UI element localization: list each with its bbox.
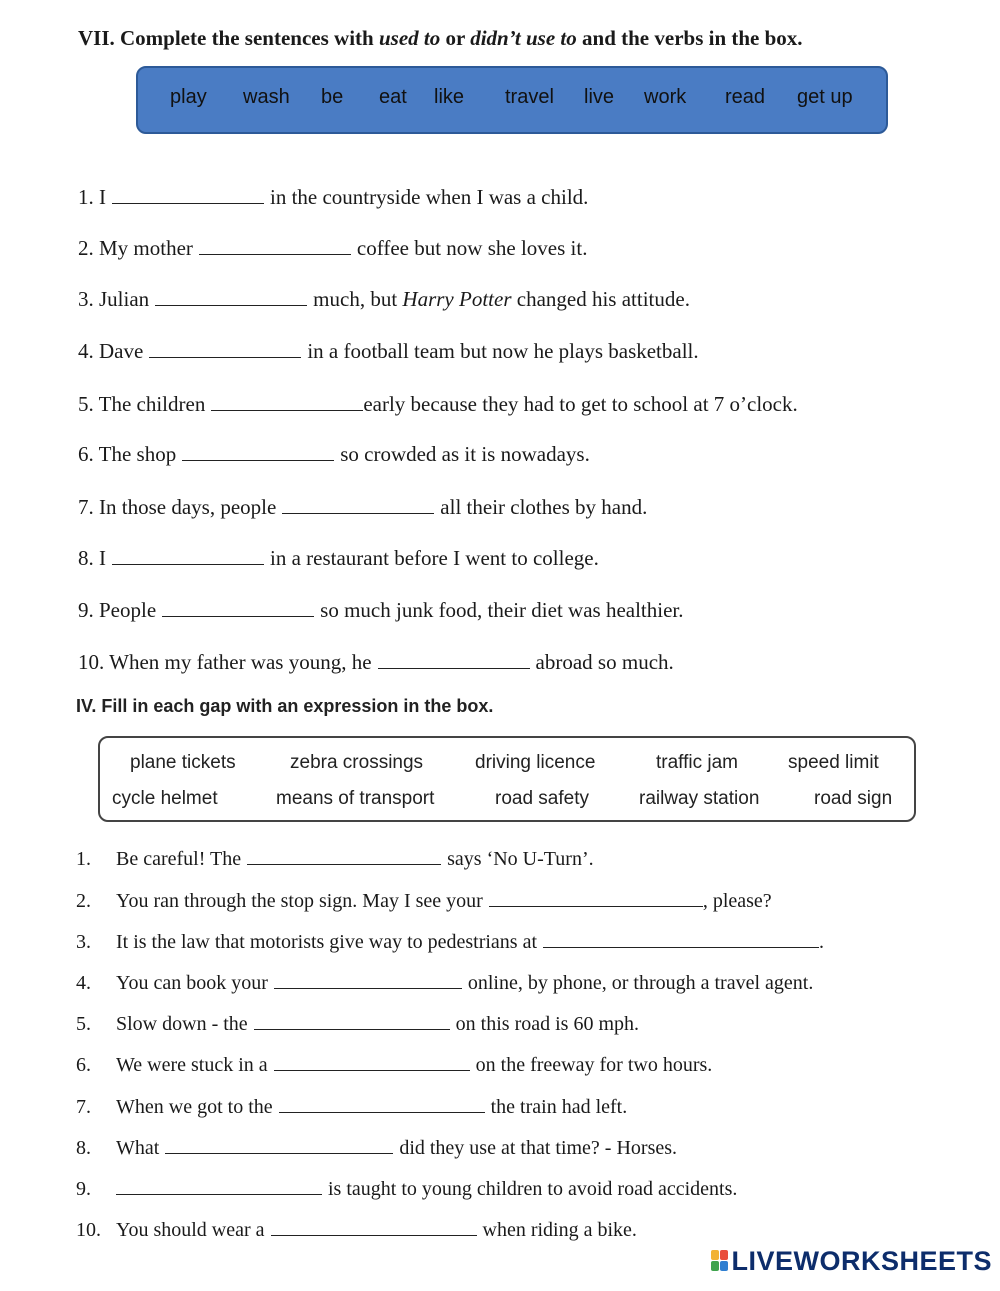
answer-gap[interactable] bbox=[378, 649, 530, 669]
expression-word: speed limit bbox=[788, 752, 879, 773]
exercise-7-sentence-4: 4. Dave in a football team but now he plays basketball. bbox=[78, 339, 699, 363]
verb-box bbox=[136, 66, 888, 134]
exercise-4-sentence-4: 4. You can book your online, by phone, or through a travel agent. bbox=[76, 972, 814, 994]
answer-gap[interactable] bbox=[116, 1176, 322, 1195]
exercise-7-sentence-5: 5. The children early because they had to get to school at 7 o’clock. bbox=[78, 392, 798, 416]
expression-word: cycle helmet bbox=[112, 788, 218, 809]
answer-gap[interactable] bbox=[274, 1052, 470, 1071]
expression-word: means of transport bbox=[276, 788, 435, 809]
exercise-4-sentence-5: 5. Slow down - the on this road is 60 mph. bbox=[76, 1013, 640, 1035]
exercise-7-sentence-8: 8. I in a restaurant before I went to college. bbox=[78, 546, 599, 570]
exercise-7-sentence-3: 3. Julian much, but Harry Potter changed his attitude. bbox=[78, 287, 690, 311]
answer-gap[interactable] bbox=[199, 235, 351, 255]
answer-gap[interactable] bbox=[149, 338, 301, 358]
exercise-4-sentence-9: 9. is taught to young children to avoid road accidents. bbox=[76, 1178, 738, 1200]
exercise-4-sentence-2: 2. You ran through the stop sign. May I see your , please? bbox=[76, 890, 772, 912]
verb-word: be bbox=[321, 86, 344, 108]
exercise-7-sentence-1: 1. I in the countryside when I was a child. bbox=[78, 185, 589, 209]
answer-gap[interactable] bbox=[254, 1011, 450, 1030]
answer-gap[interactable] bbox=[274, 970, 462, 989]
verb-word: like bbox=[434, 86, 465, 108]
exercise-7-sentence-9: 9. People so much junk food, their diet was healthier. bbox=[78, 598, 684, 622]
answer-gap[interactable] bbox=[182, 441, 334, 461]
exercise-7-sentence-2: 2. My mother coffee but now she loves it. bbox=[78, 236, 588, 260]
answer-gap[interactable] bbox=[155, 286, 307, 306]
expression-word: plane tickets bbox=[130, 752, 236, 773]
exercise-7-sentence-7: 7. In those days, people all their clothes by hand. bbox=[78, 495, 648, 519]
answer-gap[interactable] bbox=[279, 1094, 485, 1113]
verb-word: live bbox=[584, 86, 615, 108]
verb-word: travel bbox=[505, 86, 554, 108]
answer-gap[interactable] bbox=[165, 1135, 393, 1154]
exercise-4-sentence-6: 6. We were stuck in a on the freeway for two hours. bbox=[76, 1054, 713, 1076]
verb-word: play bbox=[170, 86, 207, 108]
answer-gap[interactable] bbox=[282, 494, 434, 514]
answer-gap[interactable] bbox=[112, 184, 264, 204]
verb-word: eat bbox=[379, 86, 407, 108]
exercise-4-sentence-3: 3. It is the law that motorists give way to pedestrians at . bbox=[76, 931, 825, 953]
exercise-4-sentence-7: 7. When we got to the the train had left. bbox=[76, 1096, 628, 1118]
verb-word: read bbox=[725, 86, 766, 108]
answer-gap[interactable] bbox=[247, 846, 441, 865]
expression-word: driving licence bbox=[475, 752, 596, 773]
expression-word: road safety bbox=[495, 788, 589, 809]
answer-gap[interactable] bbox=[543, 929, 819, 948]
liveworksheets-logo: LIVEWORKSHEETS bbox=[711, 1246, 992, 1277]
answer-gap[interactable] bbox=[489, 888, 703, 907]
answer-gap[interactable] bbox=[211, 391, 363, 411]
expression-word: zebra crossings bbox=[290, 752, 424, 773]
exercise-4-sentence-1: 1. Be careful! The says ‘No U-Turn’. bbox=[76, 848, 594, 870]
exercise-7-sentence-6: 6. The shop so crowded as it is nowadays. bbox=[78, 442, 590, 466]
expression-word: railway station bbox=[639, 788, 760, 809]
verb-word: wash bbox=[243, 86, 290, 108]
exercise-7-sentence-10: 10. When my father was young, he abroad so much. bbox=[78, 650, 674, 674]
expression-word: road sign bbox=[814, 788, 893, 809]
exercise-4-sentence-8: 8. What did they use at that time? - Horses. bbox=[76, 1137, 678, 1159]
answer-gap[interactable] bbox=[112, 545, 264, 565]
expression-word: traffic jam bbox=[656, 752, 739, 773]
expression-box bbox=[98, 736, 916, 822]
section-4-title: IV. Fill in each gap with an expression in the box. bbox=[76, 696, 494, 716]
answer-gap[interactable] bbox=[162, 597, 314, 617]
section-7-title: VII. Complete the sentences with used to or didn’t use to and the verbs in the box. bbox=[78, 26, 803, 50]
answer-gap[interactable] bbox=[271, 1217, 477, 1236]
liveworksheets-logo-icon bbox=[711, 1250, 729, 1272]
verb-word: get up bbox=[797, 86, 853, 108]
verb-word: work bbox=[644, 86, 687, 108]
exercise-4-sentence-10: 10. You should wear a when riding a bike. bbox=[76, 1219, 637, 1241]
